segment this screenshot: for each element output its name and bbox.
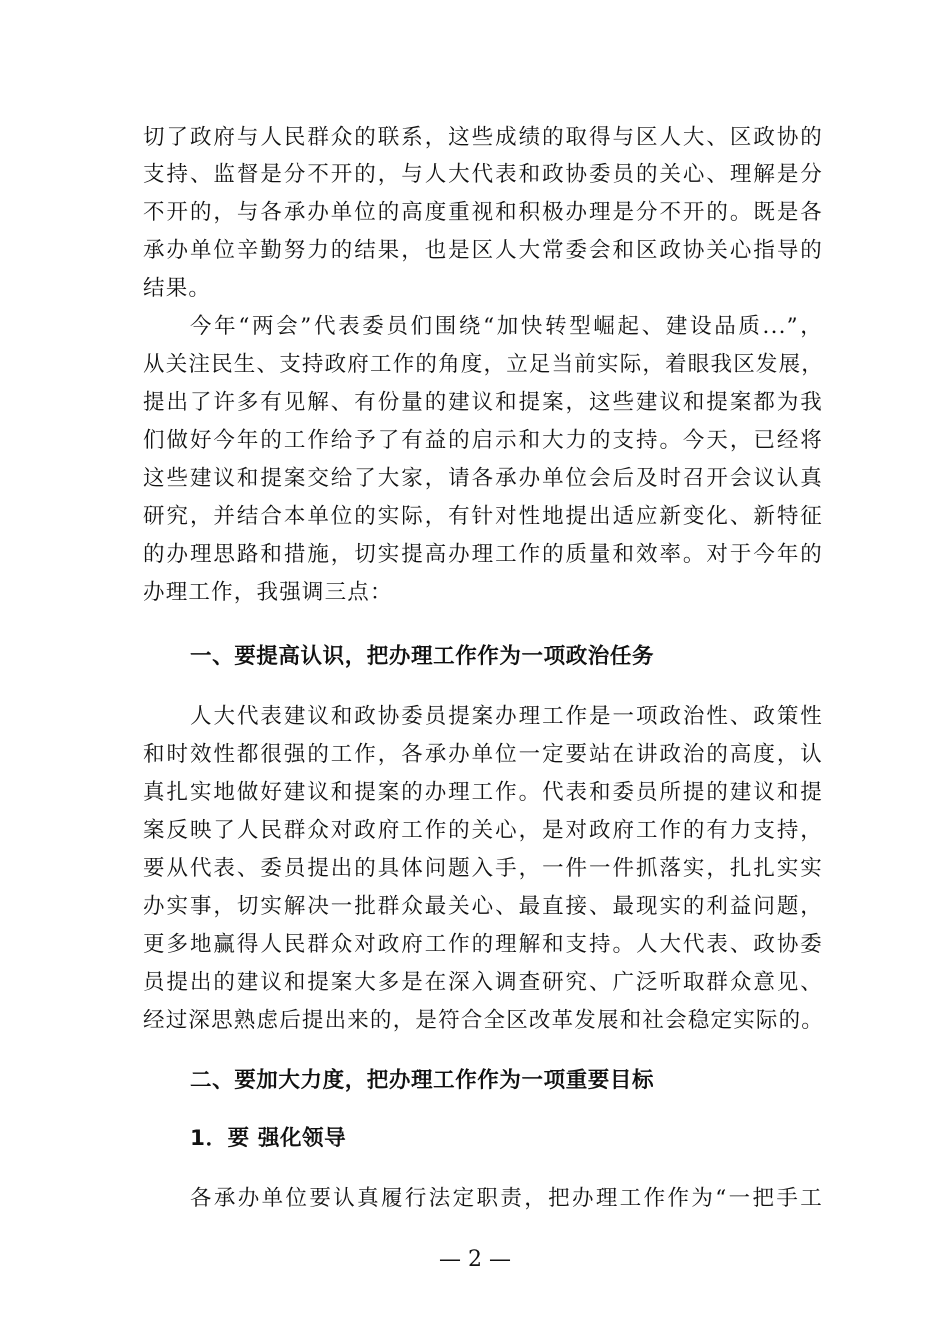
- text-line: 各承办单位要认真履行法定职责，把办理工作作为“一把手工: [190, 1186, 823, 1211]
- section-heading-2: 二、要加大力度，把办理工作作为一项重要目标: [190, 1068, 655, 1093]
- text-line: 员提出的建议和提案大多是在深入调查研究、广泛听取群众意见、: [143, 970, 823, 995]
- text-line: 从关注民生、支持政府工作的角度，立足当前实际，着眼我区发展，: [143, 352, 825, 377]
- text-line: 提出了许多有见解、有份量的建议和提案，这些建议和提案都为我: [143, 390, 823, 415]
- text-line: 不开的，与各承办单位的高度重视和积极办理是分不开的。既是各: [143, 200, 823, 225]
- text-line: 要从代表、委员提出的具体问题入手，一件一件抓落实，扎扎实实: [143, 856, 823, 881]
- text-line: 研究，并结合本单位的实际，有针对性地提出适应新变化、新特征: [143, 504, 823, 529]
- text-line: 经过深思熟虑后提出来的，是符合全区改革发展和社会稳定实际的。: [143, 1008, 825, 1033]
- text-line: 切了政府与人民群众的联系，这些成绩的取得与区人大、区政协的: [143, 125, 823, 150]
- text-line: 更多地赢得人民群众对政府工作的理解和支持。人大代表、政协委: [143, 932, 823, 957]
- text-line: 支持、监督是分不开的，与人大代表和政协委员的关心、理解是分: [143, 162, 823, 187]
- text-line: 结果。: [143, 276, 212, 301]
- text-line: 和时效性都很强的工作，各承办单位一定要站在讲政治的高度，认: [143, 742, 823, 767]
- text-line: 承办单位辛勤努力的结果，也是区人大常委会和区政协关心指导的: [143, 238, 823, 263]
- text-line: 真扎实地做好建议和提案的办理工作。代表和委员所提的建议和提: [143, 780, 823, 805]
- text-line: 案反映了人民群众对政府工作的关心，是对政府工作的有力支持，: [143, 818, 823, 843]
- text-line: 的办理思路和措施，切实提高办理工作的质量和效率。对于今年的: [143, 542, 823, 567]
- text-line: 们做好今年的工作给予了有益的启示和大力的支持。今天，已经将: [143, 428, 823, 453]
- text-line: 办理工作，我强调三点：: [143, 580, 393, 605]
- section-heading-1: 一、要提高认识，把办理工作作为一项政治任务: [190, 644, 655, 669]
- subsection-heading-2-1: 1．要 强化领导: [190, 1126, 347, 1151]
- text-line: 今年“两会”代表委员们围绕“加快转型崛起、建设品质...”，: [190, 314, 823, 339]
- text-line: 这些建议和提案交给了大家，请各承办单位会后及时召开会议认真: [143, 466, 823, 491]
- text-line: 办实事，切实解决一批群众最关心、最直接、最现实的利益问题，: [143, 894, 823, 919]
- page-number: — 2 —: [439, 1247, 511, 1272]
- text-line: 人大代表建议和政协委员提案办理工作是一项政治性、政策性: [190, 704, 823, 729]
